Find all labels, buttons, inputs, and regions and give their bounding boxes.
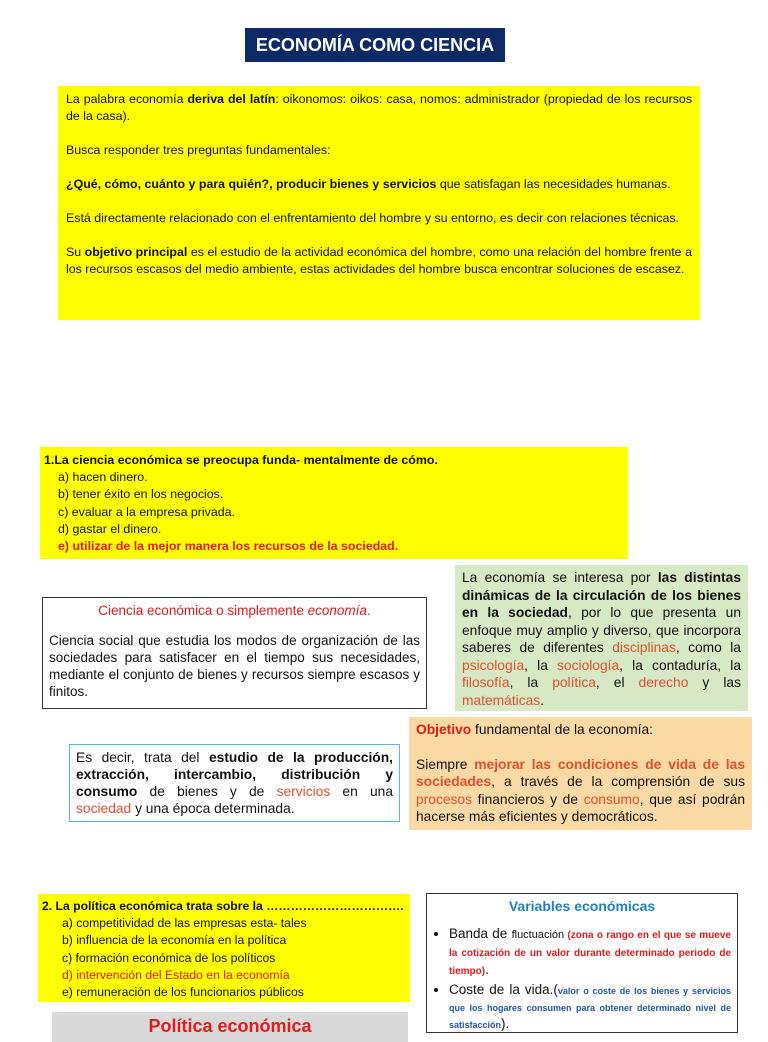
question-1-option-e: e) utilizar de la mejor manera los recursos de la sociedad. <box>58 539 399 554</box>
question-1-box <box>40 447 628 559</box>
question-2-box <box>38 894 410 1002</box>
question-2-option-c: c) formación económica de los políticos <box>62 950 276 965</box>
study-definition-box: Es decir, trata del estudio de la producción, extracción, intercambio, distribución y consumo de bienes y de servicios en una sociedad y una época determinada. <box>69 744 400 822</box>
variable-item-band: • Banda de fluctuación (zona o rango en el que se mueve la cotización de un valor durante determinado periodo de tiempo). <box>449 926 731 980</box>
economic-science-heading: Ciencia económica o simplemente economía. <box>98 603 371 618</box>
page-title: ECONOMÍA COMO CIENCIA <box>245 28 505 62</box>
economic-variables-box <box>426 893 738 1033</box>
intro-paragraph-1: La palabra economía deriva del latín: oikonomos: oikos: casa, nomos: administrador (propiedad de los recursos de la casa). <box>66 92 693 123</box>
economic-variables-heading: Variables económicas <box>508 898 656 914</box>
economic-variables-list <box>433 926 731 1033</box>
economic-policy-heading: Política económica <box>52 1012 408 1042</box>
question-2-option-a: a) competitividad de las empresas esta- tales <box>62 916 307 931</box>
question-2-option-d: d) intervención del Estado en la economía <box>62 967 290 982</box>
question-1-option-d: d) gastar el dinero. <box>58 521 162 536</box>
objective-heading: Objetivo fundamental de la economía: <box>416 722 653 737</box>
intro-paragraph-4: Está directamente relacionado con el enfrentamiento del hombre y su entorno, es decir con relaciones técnicas. <box>66 211 679 225</box>
question-2-option-e: e) remuneración de los funcionarios públicos <box>62 985 304 1000</box>
economy-interest-box: La economía se interesa por las distintas dinámicas de la circulación de los bienes en la sociedad, por lo que presenta un enfoque muy amplio y diverso, que incorpora saberes de diferentes disciplinas, como la psicología, la sociología, la contaduría, la filosofía, la política, el derecho y las matemáticas. <box>455 565 748 711</box>
objective-body: Siempre mejorar las condiciones de vida de las sociedades, a través de la comprensión de sus procesos financieros y de consumo, que así podrán hacerse más eficientes y democráticos. <box>416 756 745 824</box>
variable-item-cost-of-living: • Coste de la vida.(valor o coste de los bienes y servicios que los hogares consumen para obtener determinado nivel de satisfacción). <box>449 982 731 1033</box>
question-2-text: 2. La política económica trata sobre la ……………………………. <box>42 899 404 913</box>
question-1-text: 1.La ciencia económica se preocupa funda- mentalmente de cómo. <box>44 453 438 467</box>
intro-box <box>58 86 700 320</box>
intro-paragraph-2: Busca responder tres preguntas fundamentales: <box>66 143 331 157</box>
intro-paragraph-3: ¿Qué, cómo, cuánto y para quién?, producir bienes y servicios que satisfagan las necesidades humanas. <box>66 177 671 191</box>
question-1-option-a: a) hacen dinero. <box>58 470 148 485</box>
question-1-option-b: b) tener éxito en los negocios. <box>58 487 224 502</box>
economic-science-body: Ciencia social que estudia los modos de organización de las sociedades para satisfacer en el tiempo sus necesidades, mediante el conjunto de bienes y recursos siempre escasos y finitos. <box>49 633 420 699</box>
question-1-option-c: c) evaluar a la empresa privada. <box>58 504 235 519</box>
economic-science-box <box>42 597 427 709</box>
question-2-option-b: b) influencia de la economía en la política <box>62 933 287 948</box>
intro-paragraph-5: Su objetivo principal es el estudio de la actividad económica del hombre, como una relación del hombre frente a los recursos escasos del medio ambiente, estas actividades del hombre busca encontrar soluciones de escasez. <box>66 245 692 276</box>
objective-box <box>409 717 752 830</box>
